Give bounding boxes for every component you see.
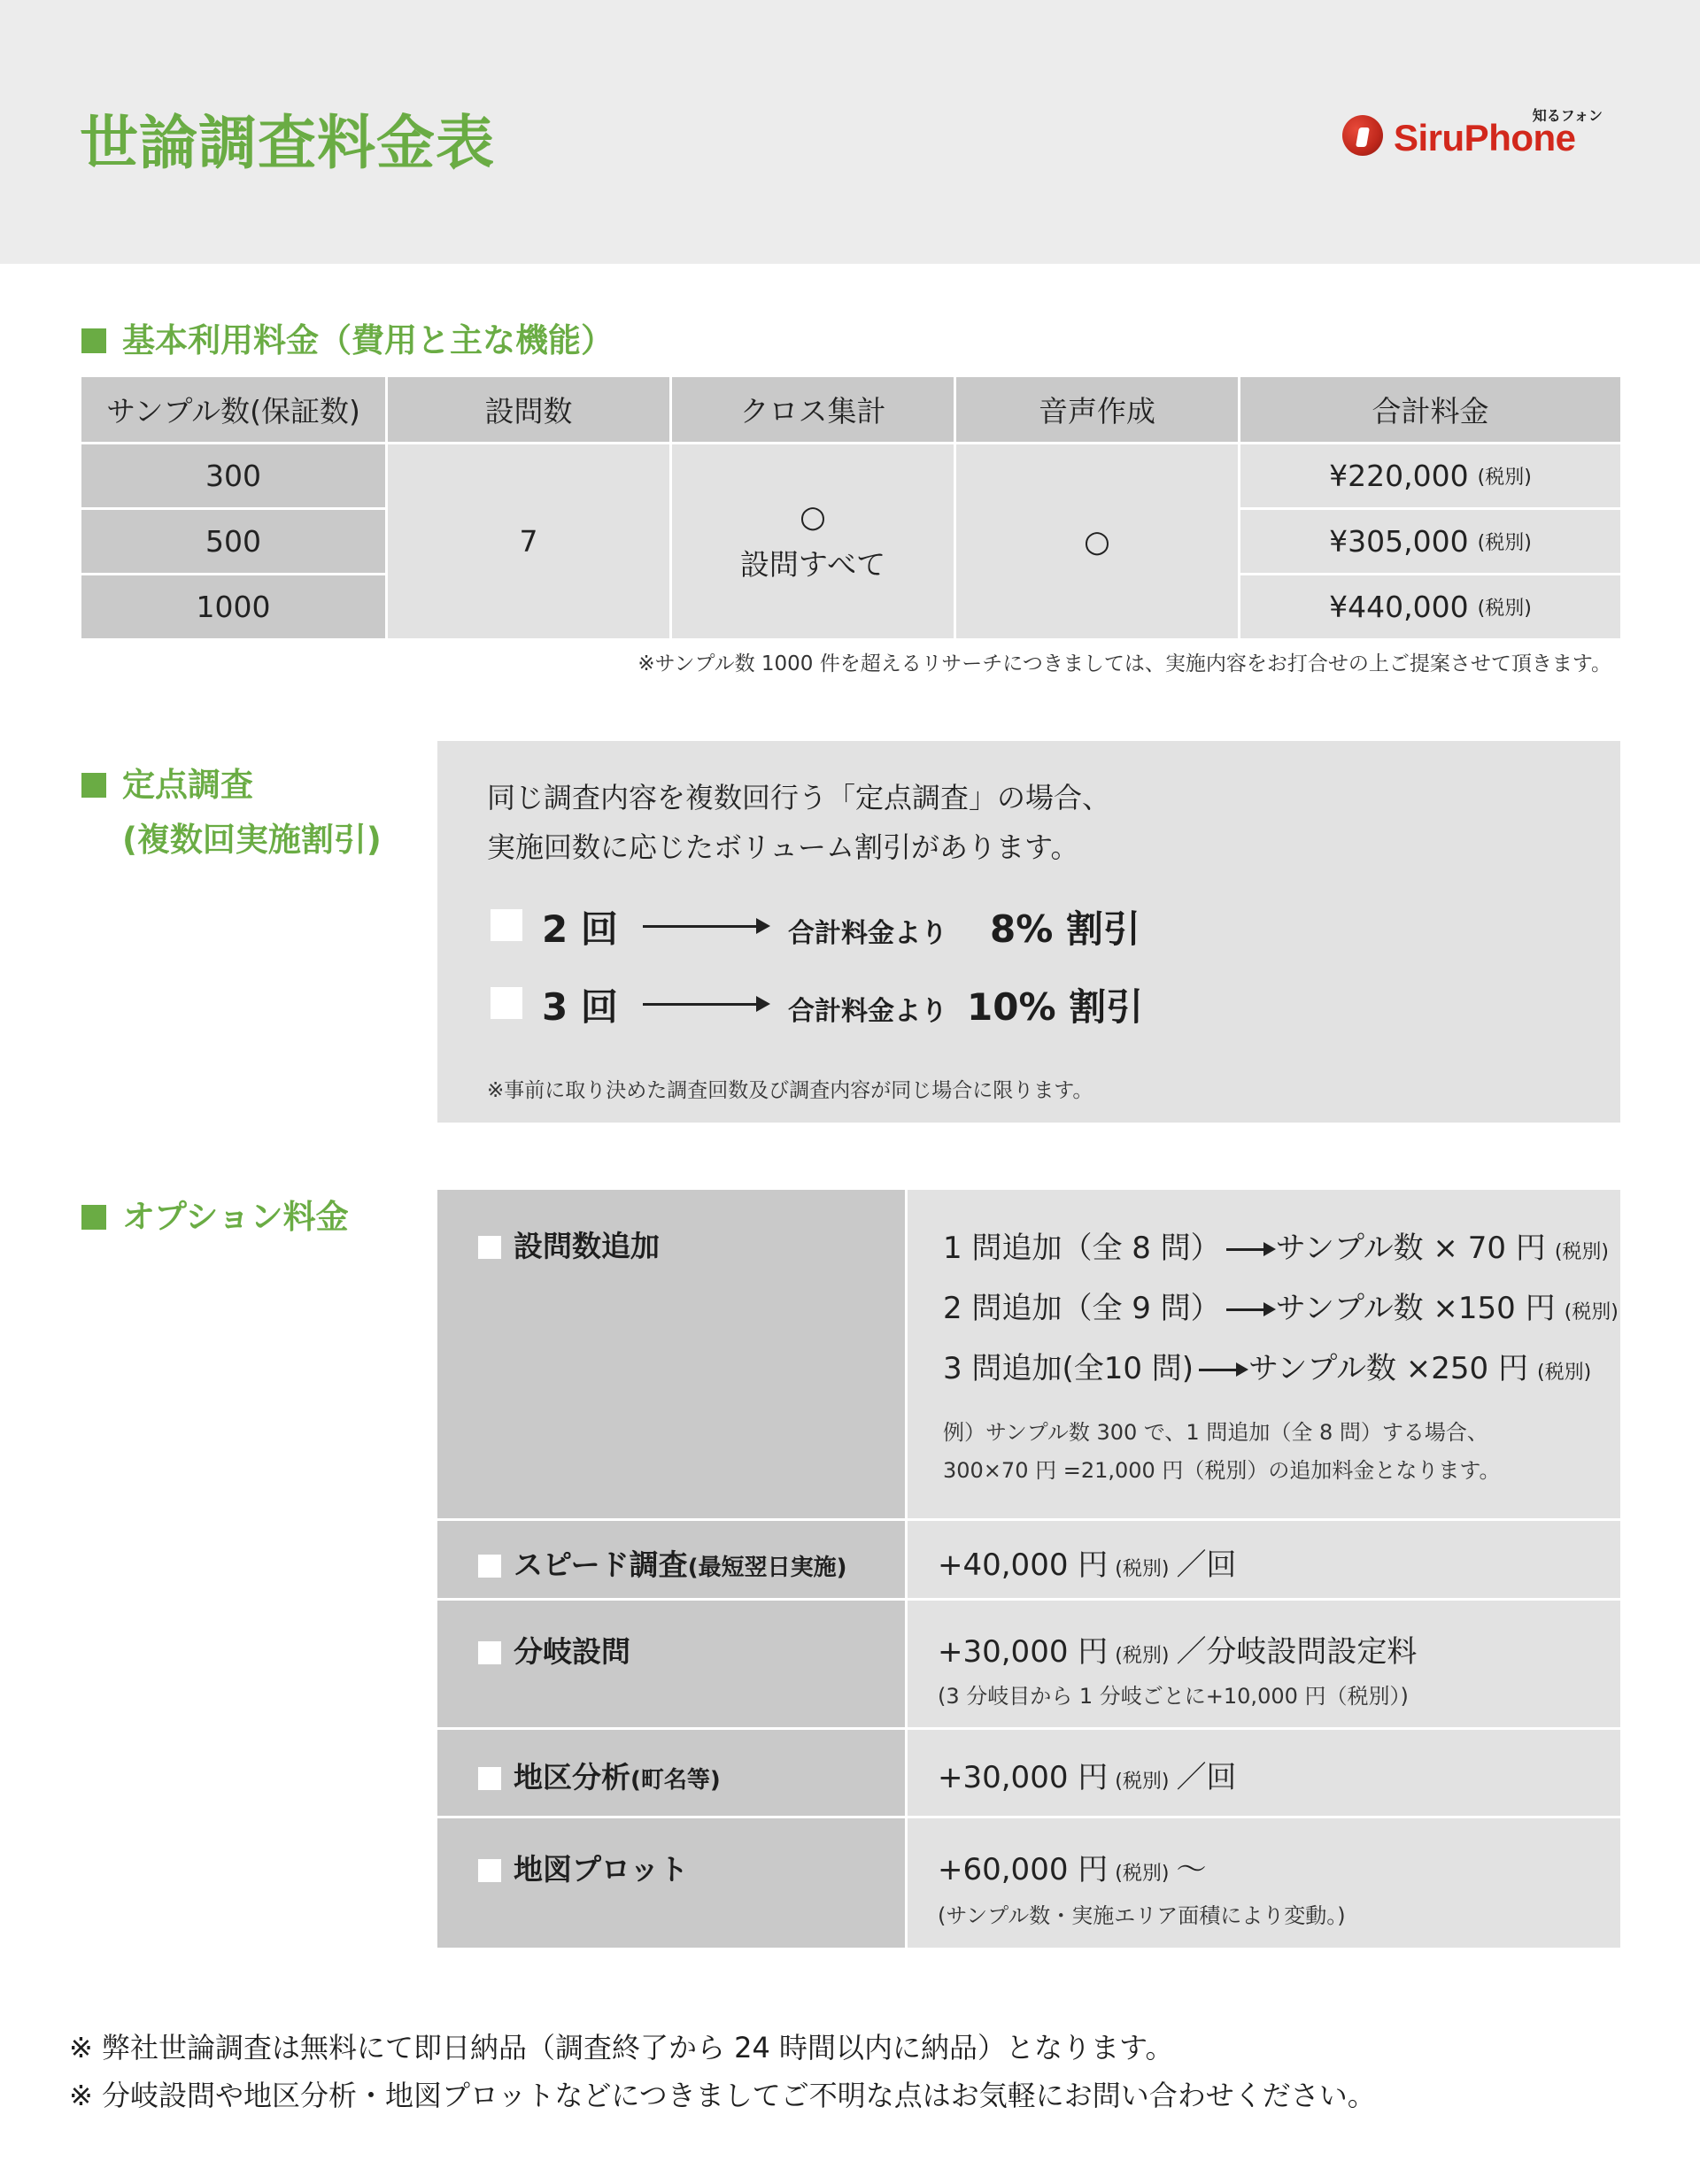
- arrow-right-icon: [643, 925, 758, 928]
- discount-from: 合計料金より: [788, 996, 947, 1027]
- tax-label: (税別): [1477, 532, 1532, 554]
- fixed-description: [487, 773, 1110, 872]
- option-sub-note: (3 分岐目から 1 分岐ごとに+10,000 円（税別）): [938, 1684, 1409, 1709]
- question-add-right: サンプル数 ×150 円: [1275, 1291, 1556, 1326]
- basic-section-title: [81, 313, 614, 361]
- option-label-text: 分岐設問: [514, 1634, 630, 1669]
- option-label-text: 設問数追加: [514, 1229, 660, 1263]
- footer-note: ※ 分岐設問や地区分析・地図プロットなどにつきましてご不明な点はお気軽にお問い合わせください。: [69, 2079, 1376, 2112]
- option-label: [478, 1542, 846, 1584]
- option-label: [478, 1223, 660, 1265]
- option-value-cell: [908, 1521, 1620, 1598]
- option-row-question-add: [437, 1190, 1620, 1518]
- fixed-note: ※事前に取り決めた調査回数及び調査内容が同じ場合に限ります。: [487, 1079, 1093, 1102]
- sample-cell: 1000: [81, 575, 385, 638]
- voice-cell: [956, 444, 1238, 638]
- column-header-total: 合計料金: [1240, 377, 1620, 442]
- voice-mark: ○: [1084, 523, 1110, 560]
- fixed-section-title: [81, 758, 253, 806]
- option-label-small: (最短翌日実施): [687, 1555, 847, 1581]
- question-add-example: 300×70 円 =21,000 円（税別）の追加料金となります。: [943, 1458, 1501, 1483]
- sample-cell: 500: [81, 510, 385, 573]
- fixed-section-subtitle: (複数回実施割引): [122, 821, 382, 859]
- price-cell: [1240, 510, 1620, 573]
- price-value: ¥305,000: [1329, 524, 1469, 559]
- question-add-left: 1 問追加（全 8 問）: [943, 1231, 1221, 1266]
- option-label: [478, 1755, 721, 1796]
- option-row-branch: [437, 1601, 1620, 1727]
- section-square-icon: [81, 773, 106, 798]
- sample-cell: 300: [81, 444, 385, 507]
- column-header-voice: 音声作成: [956, 377, 1238, 442]
- option-price-suffix: ／回: [1176, 1760, 1237, 1795]
- checkbox-square-icon: [491, 987, 522, 1019]
- option-price: [938, 1753, 1236, 1796]
- option-price-value: +60,000 円: [938, 1852, 1109, 1887]
- fixed-desc-line2: 実施回数に応じたボリューム割引があります。: [487, 830, 1079, 864]
- option-row-map: [437, 1818, 1620, 1948]
- section-square-icon: [81, 1205, 106, 1230]
- option-label-text: 地区分析: [514, 1760, 630, 1794]
- option-sub-note: (サンプル数・実施エリア面積により変動。): [938, 1903, 1346, 1928]
- option-label-text: 地図プロット: [514, 1852, 689, 1887]
- logo-text: SiruPhone: [1394, 117, 1576, 158]
- option-price-value: +30,000 円: [938, 1634, 1109, 1670]
- logo-kana: 知るフォン: [1532, 107, 1603, 124]
- basic-note: ※サンプル数 1000 件を超えるリサーチにつきましては、実施内容をお打合せの上ご提案させて頂きます。: [638, 652, 1611, 675]
- checkbox-square-icon: [478, 1641, 501, 1664]
- tax-label: (税別): [1115, 1863, 1170, 1885]
- option-row-speed: [437, 1521, 1620, 1598]
- option-price-suffix: ／回: [1176, 1547, 1237, 1583]
- checkbox-square-icon: [491, 909, 522, 941]
- header: [0, 0, 1700, 264]
- column-header-cross: クロス集計: [672, 377, 954, 442]
- tax-label: (税別): [1115, 1771, 1170, 1793]
- question-add-right: サンプル数 × 70 円: [1275, 1231, 1546, 1266]
- page-title: 世論調査料金表: [80, 109, 495, 177]
- basic-section-title-text: 基本利用料金（費用と主な機能）: [122, 321, 614, 359]
- option-price-suffix: ～: [1176, 1852, 1207, 1887]
- arrow-right-icon: [1226, 1308, 1267, 1311]
- column-header-samples: サンプル数(保証数): [81, 377, 385, 442]
- tax-label: (税別): [1537, 1362, 1592, 1384]
- option-label-cell: [437, 1601, 905, 1727]
- option-price: [938, 1627, 1417, 1671]
- question-add-line: [943, 1223, 1609, 1267]
- checkbox-square-icon: [478, 1767, 501, 1790]
- fixed-discount-panel: [437, 741, 1620, 1123]
- option-label-cell: [437, 1521, 905, 1598]
- discount-from: 合計料金より: [788, 918, 947, 949]
- cross-mark: ○: [800, 499, 826, 535]
- cross-cell: [672, 444, 954, 638]
- option-value-cell: [908, 1730, 1620, 1816]
- logo-mark-icon: [1342, 115, 1383, 156]
- option-price-value: +30,000 円: [938, 1760, 1109, 1795]
- option-label: [478, 1629, 630, 1671]
- tax-label: (税別): [1477, 467, 1532, 489]
- options-section-title: [81, 1190, 349, 1238]
- tax-label: (税別): [1115, 1558, 1170, 1580]
- price-value: ¥440,000: [1329, 590, 1469, 624]
- question-add-left: 3 問追加(全10 問): [943, 1351, 1194, 1386]
- option-price: [938, 1540, 1236, 1584]
- option-label-cell: [437, 1190, 905, 1518]
- question-add-example: 例）サンプル数 300 で、1 問追加（全 8 問）する場合、: [943, 1420, 1488, 1445]
- question-add-left: 2 問追加（全 9 問）: [943, 1291, 1221, 1326]
- question-add-line: [943, 1344, 1591, 1387]
- discount-count: 3 回: [542, 985, 618, 1029]
- options-section-title-text: オプション料金: [122, 1198, 349, 1236]
- discount-count: 2 回: [542, 907, 618, 951]
- price-cell: [1240, 575, 1620, 638]
- discount-row: [491, 897, 1553, 950]
- option-label-cell: [437, 1730, 905, 1816]
- option-price: [938, 1845, 1206, 1888]
- tax-label: (税別): [1564, 1301, 1619, 1324]
- arrow-right-icon: [1226, 1248, 1267, 1251]
- arrow-right-icon: [643, 1003, 758, 1006]
- arrow-right-icon: [1199, 1369, 1240, 1371]
- discount-value: 10% 割引: [967, 985, 1144, 1029]
- price-cell: [1240, 444, 1620, 507]
- question-add-line: [943, 1284, 1619, 1327]
- option-row-area: [437, 1730, 1620, 1816]
- option-value-cell: [908, 1818, 1620, 1948]
- checkbox-square-icon: [478, 1555, 501, 1578]
- option-label-cell: [437, 1818, 905, 1948]
- option-label: [478, 1847, 688, 1888]
- price-value: ¥220,000: [1329, 459, 1469, 493]
- basic-fee-table: [81, 377, 1620, 638]
- questions-cell: 7: [388, 444, 669, 638]
- question-add-right: サンプル数 ×250 円: [1248, 1351, 1528, 1386]
- option-price-value: +40,000 円: [938, 1547, 1109, 1583]
- siruphone-logo: [1342, 104, 1608, 166]
- section-square-icon: [81, 328, 106, 353]
- option-value-cell: [908, 1190, 1620, 1518]
- tax-label: (税別): [1477, 598, 1532, 620]
- discount-value: 8% 割引: [990, 907, 1140, 951]
- fixed-desc-line1: 同じ調査内容を複数回行う「定点調査」の場合、: [487, 781, 1111, 814]
- fixed-title-line1: 定点調査: [122, 766, 253, 804]
- option-label-text: スピード調査: [514, 1547, 688, 1582]
- option-value-cell: [908, 1601, 1620, 1727]
- checkbox-square-icon: [478, 1859, 501, 1882]
- option-label-small: (町名等): [630, 1767, 721, 1794]
- checkbox-square-icon: [478, 1236, 501, 1259]
- option-price-suffix: ／分岐設問設定料: [1176, 1634, 1418, 1670]
- footer-note: ※ 弊社世論調査は無料にて即日納品（調査終了から 24 時間以内に納品）となります。: [69, 2031, 1174, 2064]
- column-header-questions: 設問数: [388, 377, 669, 442]
- tax-label: (税別): [1554, 1241, 1609, 1263]
- tax-label: (税別): [1115, 1645, 1170, 1667]
- discount-row: [491, 975, 1553, 1028]
- cross-text: 設問すべて: [739, 547, 886, 582]
